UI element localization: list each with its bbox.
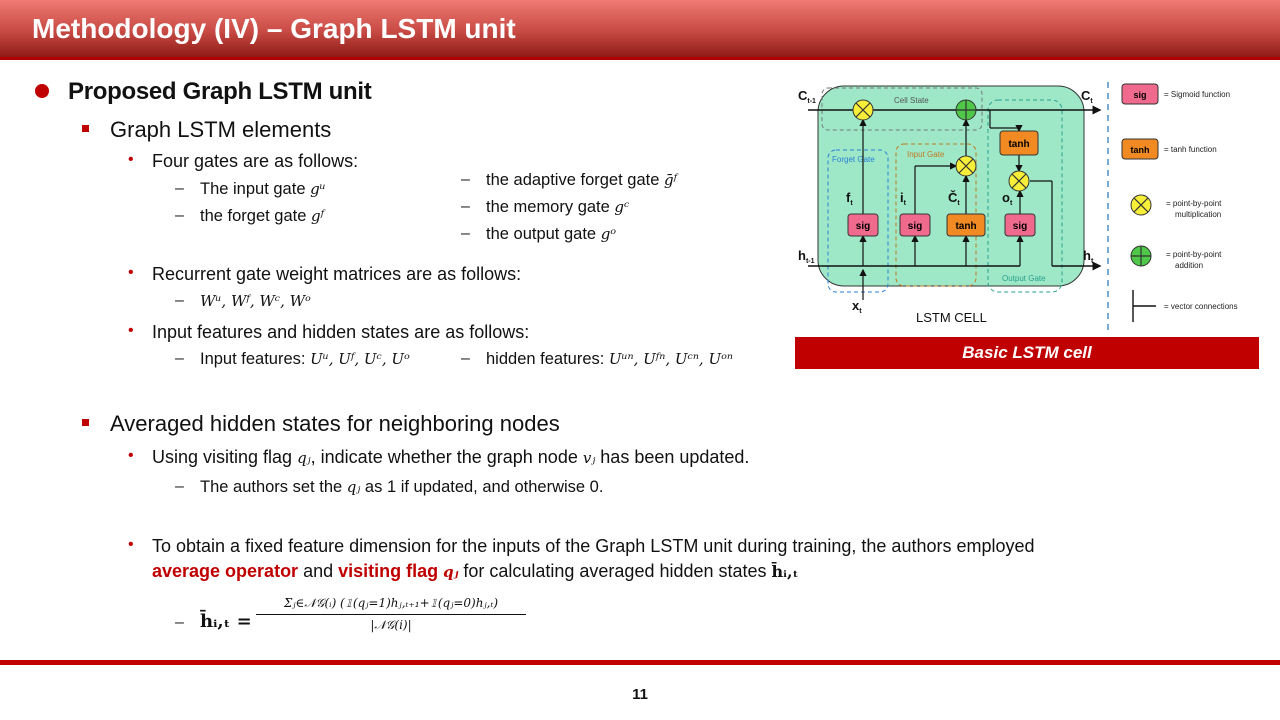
sig-label: sig: [907, 221, 923, 232]
f-label: $f_t$: [846, 190, 853, 207]
authors-math: qⱼ: [346, 478, 361, 496]
section2-bullet: [82, 419, 89, 426]
legend-multiply-text1: = point-by-point: [1166, 199, 1222, 208]
visiting-line: [152, 447, 749, 468]
hidden-features-item: [486, 350, 733, 369]
authors-line: [200, 478, 603, 497]
hidden-features-label: hidden features:: [486, 350, 609, 368]
main-heading: Proposed Graph LSTM unit: [68, 78, 372, 105]
dash: –: [461, 350, 470, 367]
visiting-math-b: vⱼ: [582, 449, 596, 467]
gates-intro: Four gates are as follows:: [152, 151, 359, 171]
cell-state-label: Cell State: [894, 96, 929, 105]
visiting-flag-math: qⱼ: [443, 563, 459, 581]
input-features-math: Uᵘ, Uᶠ, Uᶜ, Uᵒ: [310, 350, 410, 368]
legend-tanh-symbol: tanh: [1130, 145, 1150, 155]
lstm-cell-label: LSTM CELL: [916, 310, 987, 325]
forget-gate-label: Forget Gate: [832, 155, 875, 164]
formula-lhs: h̄ᵢ,ₜ =: [200, 611, 252, 632]
obtain-and: and: [298, 561, 339, 581]
dash: –: [175, 180, 184, 197]
average-operator-text: average operator: [152, 561, 299, 581]
section2-heading: Averaged hidden states for neighboring nodes: [110, 411, 560, 436]
output-gate-text: the output gate: [486, 225, 601, 243]
output-gate-item: [486, 225, 616, 244]
adaptive-forget-gate-item: [486, 171, 677, 190]
visiting-math-a: qⱼ: [297, 449, 311, 467]
h-prev-label: $h_{t-1}$: [798, 248, 815, 265]
section1-bullet: [82, 125, 89, 132]
obtain-line1: To obtain a fixed feature dimension for the inputs of the Graph LSTM unit during training, the authors employed: [152, 536, 1035, 556]
obtain-bullet: •: [128, 536, 134, 553]
legend-vector-text: = vector connections: [1164, 302, 1238, 311]
dash: –: [175, 350, 184, 367]
weights-bullet: •: [128, 264, 134, 281]
gates-bullet: •: [128, 151, 134, 168]
output-gate-math: gᵒ: [600, 225, 617, 243]
forget-gate-item: [200, 207, 324, 226]
memory-gate-item: [486, 198, 629, 217]
legend-tanh-text: = tanh function: [1164, 145, 1217, 154]
legend-multiply-text2: multiplication: [1175, 210, 1222, 219]
memory-gate-math: gᶜ: [614, 198, 630, 216]
adaptive-forget-gate-math: ḡᶠ: [663, 171, 678, 189]
section1-heading: Graph LSTM elements: [110, 117, 332, 142]
visiting-text-b: , indicate whether the graph node: [310, 447, 583, 467]
i-label: $i_t$: [900, 190, 906, 207]
legend-sig-text: = Sigmoid function: [1164, 90, 1231, 99]
dash: –: [461, 225, 470, 242]
features-intro: Input features and hidden states are as follows:: [152, 322, 530, 342]
dash: –: [175, 207, 184, 224]
input-gate-item: [200, 180, 326, 199]
visiting-text-c: has been updated.: [595, 447, 750, 467]
tanh-label: tanh: [955, 221, 977, 232]
input-gate-math: gᵘ: [310, 180, 326, 198]
footer-divider: [0, 660, 1280, 665]
input-features-label: Input features:: [200, 350, 311, 368]
obtain-rest: for calculating averaged hidden states: [458, 561, 772, 581]
lstm-diagram: [790, 78, 1260, 334]
main-bullet: [35, 84, 49, 98]
authors-text-b: as 1 if updated, and otherwise 0.: [360, 478, 604, 496]
dash: –: [461, 171, 470, 188]
formula-denominator: |𝒩𝒢(i)|: [370, 618, 412, 632]
obtain-line2: [152, 561, 799, 582]
legend-vector-icon: [1133, 290, 1156, 322]
page-number: 11: [632, 686, 648, 703]
adaptive-forget-gate-text: the adaptive forget gate: [486, 171, 664, 189]
visiting-bullet: •: [128, 447, 134, 464]
obtain-rest-math: h̄ᵢ,ₜ: [771, 562, 799, 581]
authors-text-a: The authors set the: [200, 478, 347, 496]
forget-gate-text: the forget gate: [200, 207, 311, 225]
formula-numerator: Σⱼ∈𝒩𝒢(ᵢ) (𝟙(qⱼ=1)hⱼ,ₜ₊₁+𝟙(qⱼ=0)hⱼ,ₜ): [283, 596, 499, 610]
c-tilde-label: $Č_t$: [948, 190, 960, 207]
c-next-label: $C_t$: [1081, 88, 1093, 105]
memory-gate-text: the memory gate: [486, 198, 615, 216]
slide-title: Methodology (IV) – Graph LSTM unit: [32, 13, 516, 44]
tanh-label: tanh: [1008, 139, 1030, 150]
x-label: $x_t$: [852, 298, 862, 315]
dash: –: [175, 614, 184, 631]
o-label: $o_t$: [1002, 190, 1013, 207]
diagram-legend: [1122, 84, 1238, 322]
input-gate-label: Input Gate: [907, 150, 945, 159]
fraction-bar: [256, 614, 526, 615]
legend-add-text2: addition: [1175, 261, 1204, 270]
formula-fraction: [256, 596, 526, 633]
weights-math: Wᵘ, Wᶠ, Wᶜ, Wᵒ: [200, 292, 311, 310]
dash: –: [461, 198, 470, 215]
legend-add-text1: = point-by-point: [1166, 250, 1222, 259]
input-gate-text: The input gate: [200, 180, 311, 198]
output-gate-label: Output Gate: [1002, 274, 1046, 283]
title-bar: [0, 0, 1280, 60]
sig-label: sig: [855, 221, 871, 232]
features-bullet: •: [128, 322, 134, 339]
input-features-item: [200, 350, 410, 369]
weights-intro: Recurrent gate weight matrices are as follows:: [152, 264, 522, 284]
diagram-caption: Basic LSTM cell: [795, 337, 1259, 369]
hidden-features-math: Uᵘⁿ, Uᶠⁿ, Uᶜⁿ, Uᵒⁿ: [608, 350, 733, 368]
visiting-text-a: Using visiting flag: [152, 447, 298, 467]
forget-gate-math: gᶠ: [311, 207, 325, 225]
legend-sig-symbol: sig: [1133, 90, 1147, 100]
c-prev-label: $C_{t-1}$: [798, 88, 816, 105]
dash: –: [175, 478, 184, 495]
dash: –: [175, 292, 184, 309]
sig-label: sig: [1012, 221, 1028, 232]
h-next-label: $h_t$: [1083, 248, 1094, 265]
visiting-flag-text: visiting flag: [338, 561, 444, 581]
